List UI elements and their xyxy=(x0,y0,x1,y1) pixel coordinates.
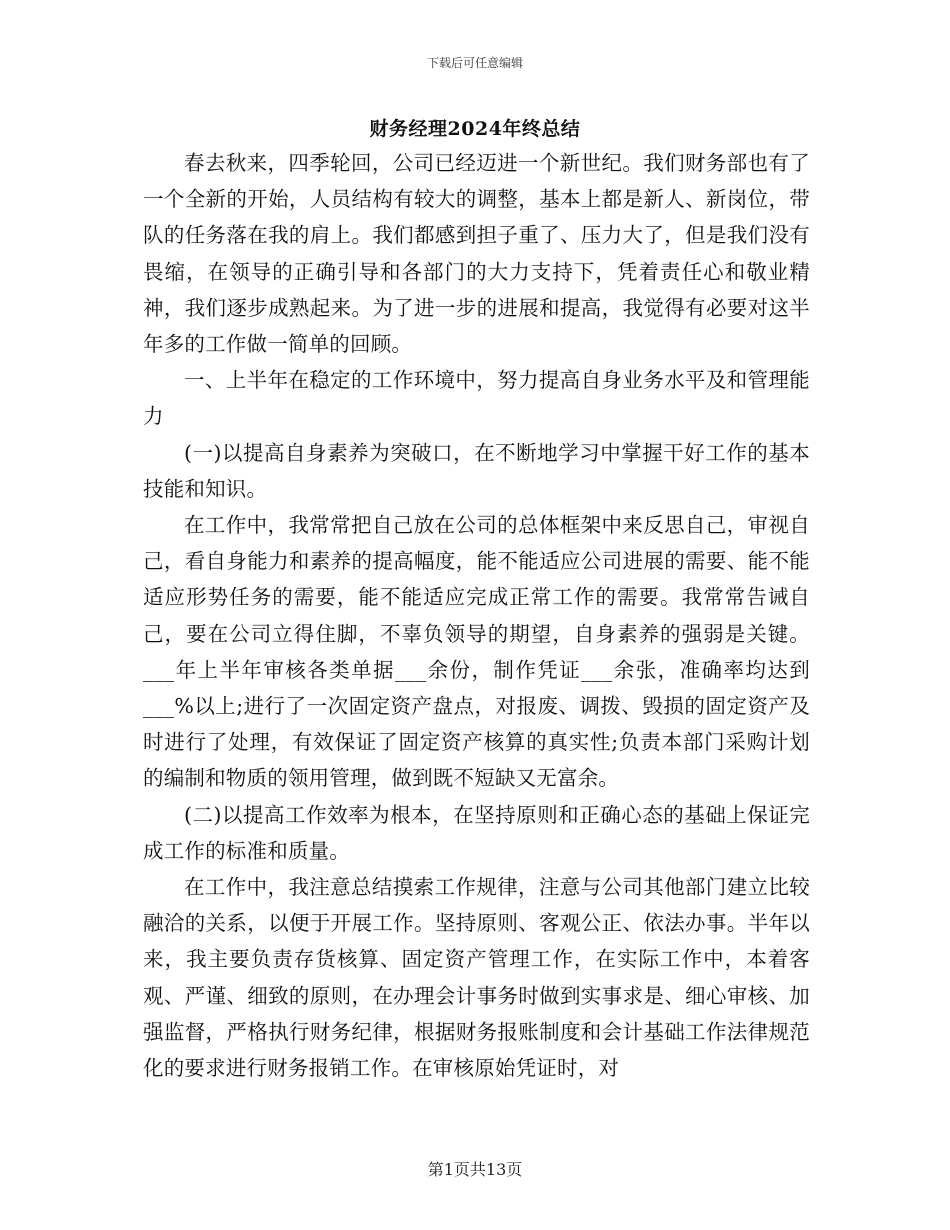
paragraph-intro: 春去秋来，四季轮回，公司已经迈进一个新世纪。我们财务部也有了一个全新的开始，人员结构有较大的调整，基本上都是新人、新岗位，带队的任务落在我的肩上。我们都感到担子重了、压力大了，但是我们没有畏缩，在领导的正确引导和各部门的大力支持下，凭着责任心和敬业精神，我们逐步成熟起来。为了进一步的进展和提高，我觉得有必要对这半年多的工作做一简单的回顾。 xyxy=(143,151,810,357)
header-note: 下载后可任意编辑 xyxy=(426,56,523,70)
page-number-footer: 第1页共13页 xyxy=(427,1160,523,1179)
paragraph-self-improvement: 在工作中，我常常把自己放在公司的总体框架中来反思自己，审视自己，看自身能力和素养的提高幅度，能不能适应公司进展的需要、能不能适应形势任务的需要，能不能适应完成正常工作的需要。我常常告诫自己，要在公司立得住脚，不辜负领导的期望，自身素养的强弱是关键。___年上半年审核各类单据___余份，制作凭证___余张，准确率均达到___%以上;进行了一次固定资产盘点，对报废、调拨、毁损的固定资产及时进行了处理，有效保证了固定资产核算的真实性;负责本部门采购计划的编制和物质的领用管理，做到既不短缺又无富余。 xyxy=(143,513,810,791)
section-heading-1: 一、上半年在稳定的工作环境中，努力提高自身业务水平及和管理能力 xyxy=(143,368,810,429)
subsection-heading-2: (二)以提高工作效率为根本，在坚持原则和正确心态的基础上保证完成工作的标准和质量。 xyxy=(143,802,810,863)
document-title: 财务经理2024年终总结 xyxy=(369,118,581,140)
paragraph-work-efficiency: 在工作中，我注意总结摸索工作规律，注意与公司其他部门建立比较融洽的关系，以便于开展工作。坚持原则、客观公正、依法办事。半年以来，我主要负责存货核算、固定资产管理工作，在实际工作中，本着客观、严谨、细致的原则，在办理会计事务时做到实事求是、细心审核、加强监督，严格执行财务纪律，根据财务报账制度和会计基础工作法律规范化的要求进行财务报销工作。在审核原始凭证时，对 xyxy=(143,875,810,1081)
document-body xyxy=(143,145,810,1086)
subsection-heading-1: (一)以提高自身素养为突破口，在不断地学习中掌握干好工作的基本技能和知识。 xyxy=(143,440,810,501)
